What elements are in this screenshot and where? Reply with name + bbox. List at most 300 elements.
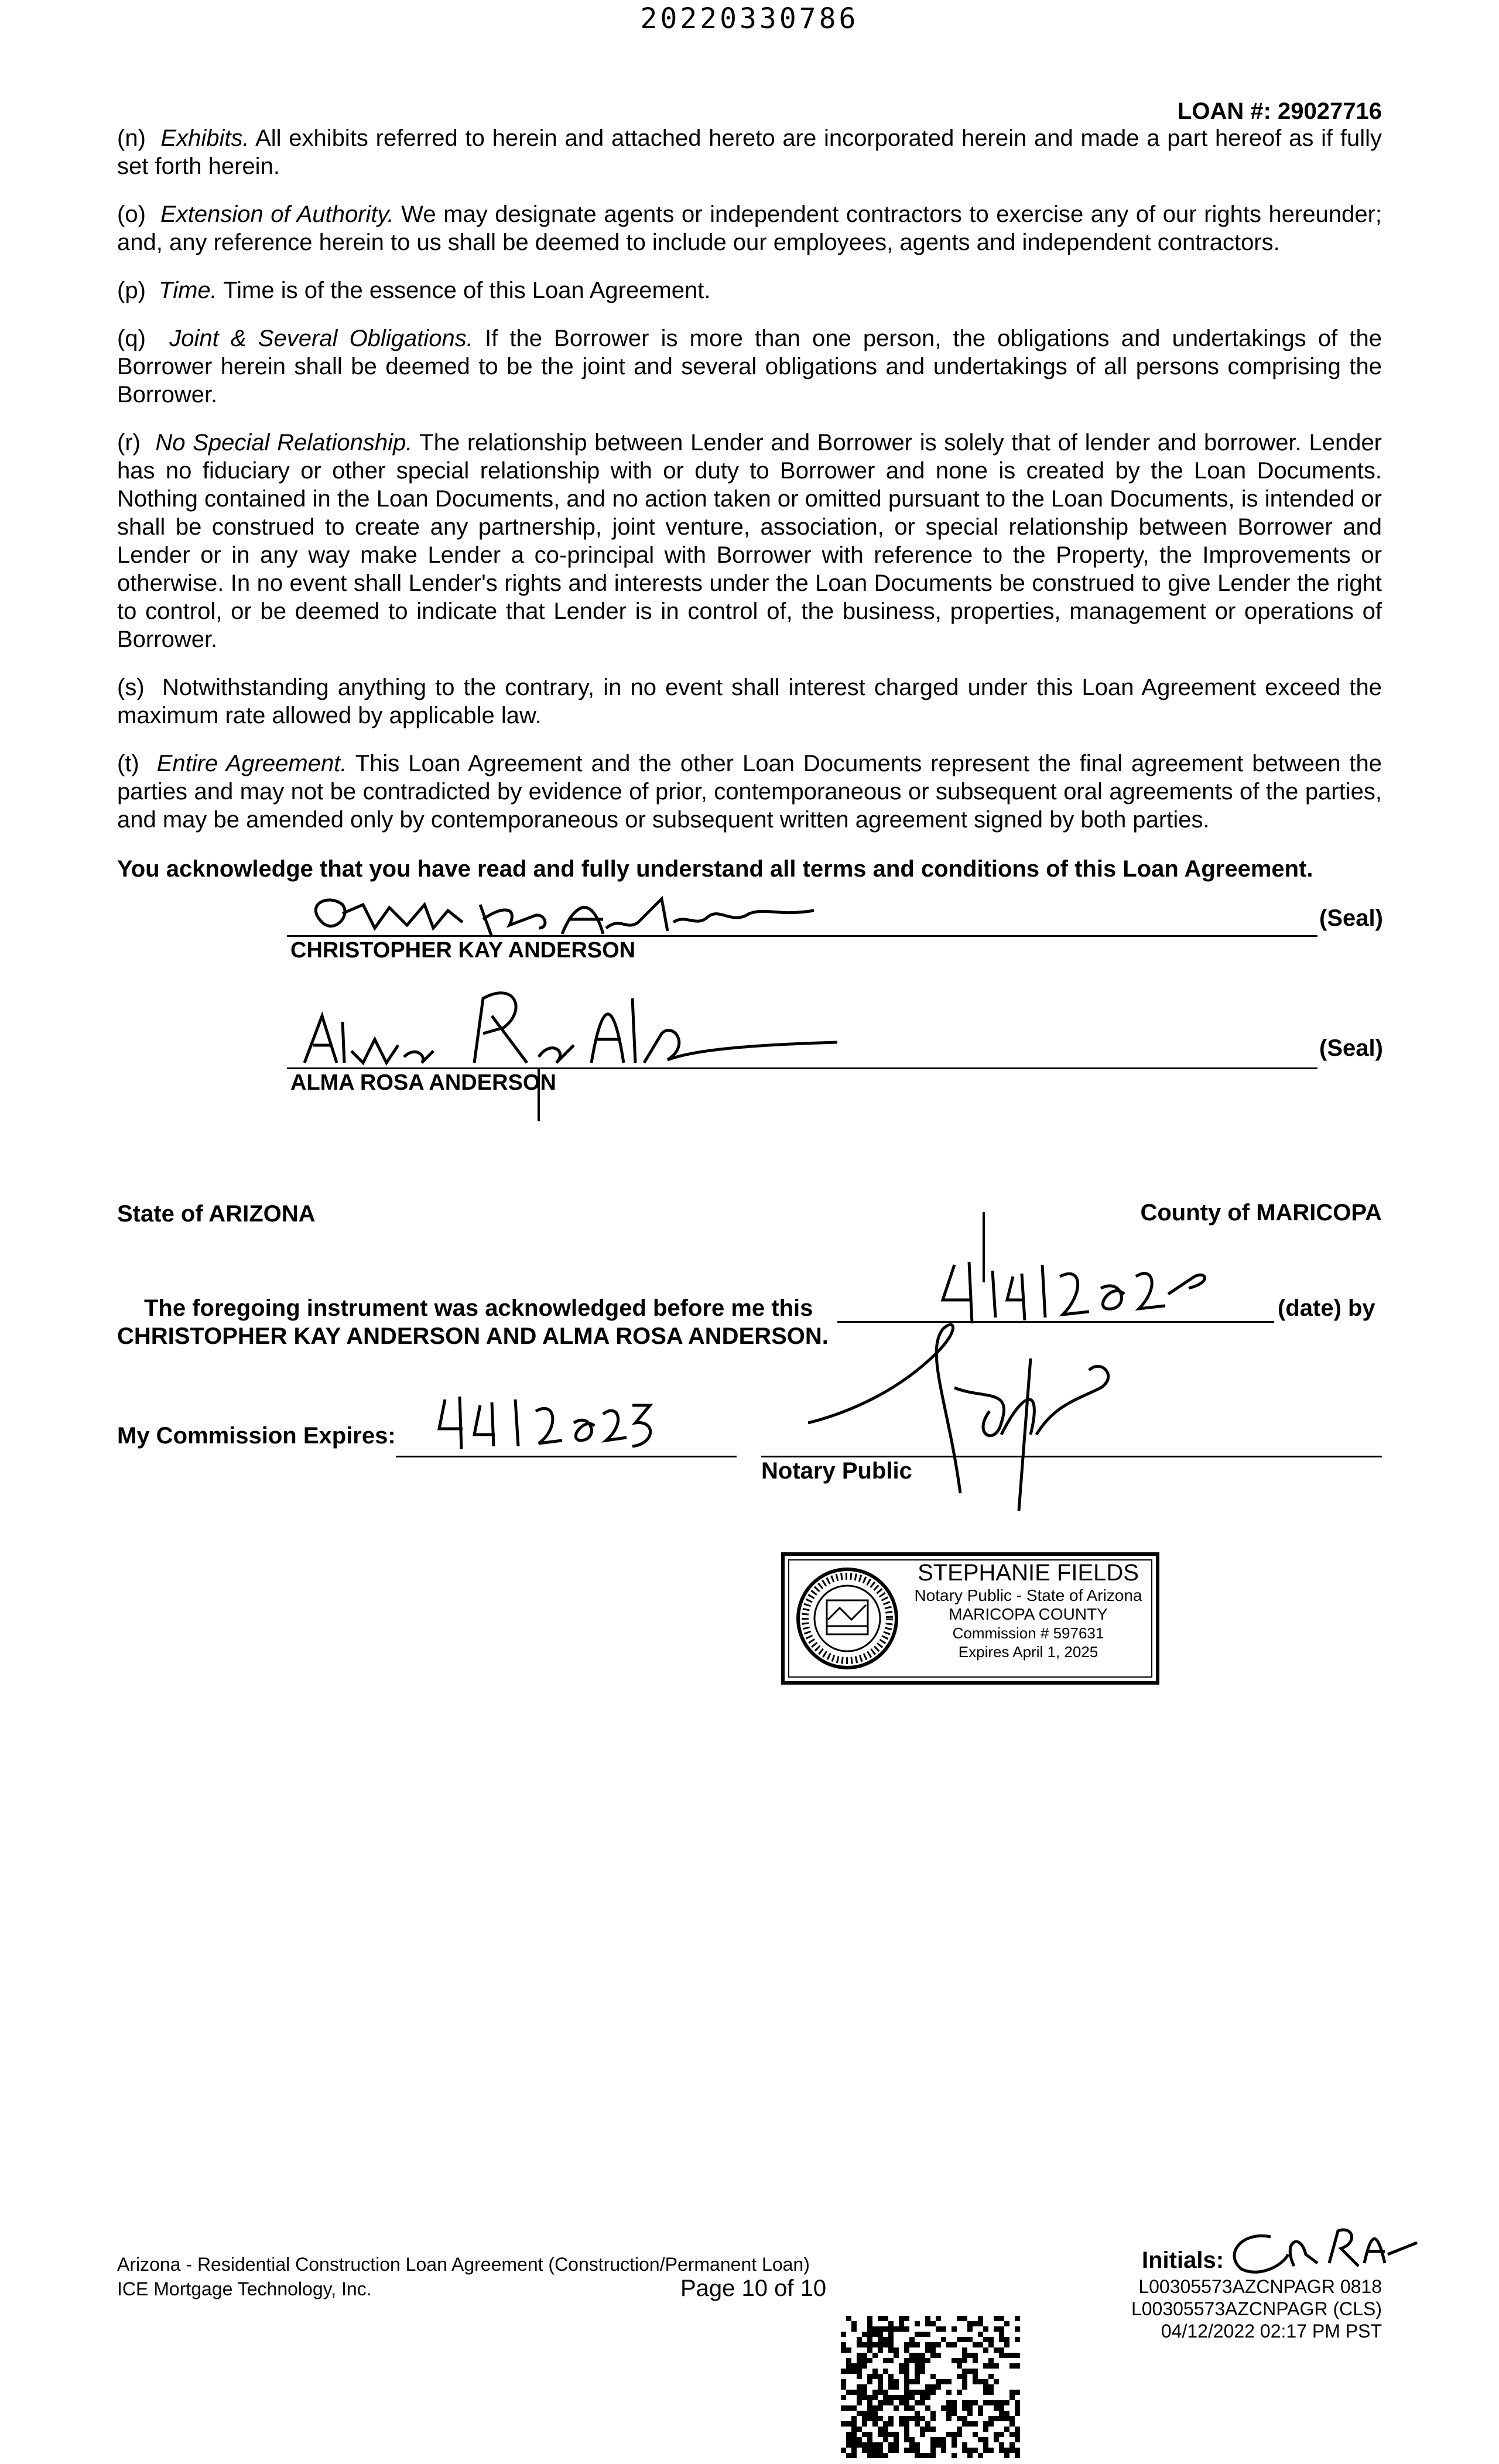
clause-title: No Special Relationship. bbox=[155, 430, 413, 456]
qr-module bbox=[851, 2432, 857, 2437]
qr-module bbox=[904, 2395, 909, 2400]
qr-module bbox=[978, 2321, 983, 2326]
qr-module bbox=[946, 2400, 952, 2405]
qr-module bbox=[883, 2437, 888, 2442]
qr-module bbox=[999, 2326, 1004, 2332]
qr-module bbox=[904, 2358, 909, 2363]
qr-module bbox=[946, 2411, 952, 2416]
qr-module bbox=[915, 2342, 920, 2347]
clause-o bbox=[117, 200, 1382, 256]
qr-module bbox=[936, 2379, 941, 2384]
qr-module bbox=[930, 2347, 936, 2353]
qr-module bbox=[952, 2432, 957, 2437]
qr-module bbox=[973, 2374, 978, 2379]
qr-module bbox=[957, 2363, 962, 2369]
qr-module bbox=[973, 2379, 978, 2384]
qr-module bbox=[915, 2379, 920, 2384]
qr-module bbox=[857, 2411, 862, 2416]
qr-module bbox=[962, 2405, 967, 2411]
qr-module bbox=[925, 2427, 930, 2432]
qr-module bbox=[1004, 2416, 1009, 2421]
qr-module bbox=[872, 2405, 878, 2411]
qr-module bbox=[867, 2437, 872, 2442]
qr-module bbox=[857, 2337, 862, 2342]
qr-module bbox=[862, 2448, 867, 2453]
qr-module bbox=[894, 2379, 899, 2384]
qr-module bbox=[862, 2395, 867, 2400]
qr-module bbox=[978, 2332, 983, 2337]
clause-title: Entire Agreement. bbox=[156, 751, 347, 776]
qr-module bbox=[857, 2384, 862, 2390]
qr-module bbox=[909, 2342, 915, 2347]
qr-module bbox=[952, 2326, 957, 2332]
qr-module bbox=[967, 2353, 973, 2358]
qr-module bbox=[888, 2448, 894, 2453]
qr-module bbox=[862, 2384, 867, 2390]
qr-module bbox=[999, 2347, 1004, 2353]
clause-text: This Loan Agreement and the other Loan Documents represent the final agreement between the parties and may not be contradicted by evidence of prior, contemporaneous or subsequent oral agreements of the parties, and may be amended only by contemporaneous or subsequent written agreement signed by both parties. bbox=[117, 751, 1382, 833]
qr-module bbox=[909, 2337, 915, 2342]
qr-module bbox=[857, 2400, 862, 2405]
clause-title: Exhibits. bbox=[160, 125, 249, 151]
qr-module bbox=[936, 2326, 941, 2332]
qr-module bbox=[846, 2390, 851, 2395]
qr-module bbox=[909, 2395, 915, 2400]
clause-s bbox=[117, 673, 1382, 730]
qr-module bbox=[894, 2432, 899, 2437]
qr-module bbox=[946, 2379, 952, 2384]
qr-module bbox=[1009, 2390, 1015, 2395]
qr-module bbox=[904, 2390, 909, 2395]
qr-module bbox=[967, 2326, 973, 2332]
qr-module bbox=[909, 2405, 915, 2411]
qr-module bbox=[867, 2432, 872, 2437]
qr-module bbox=[883, 2427, 888, 2432]
county-label: County of MARICOPA bbox=[1140, 1200, 1382, 1226]
qr-module bbox=[841, 2347, 846, 2353]
qr-module bbox=[857, 2427, 862, 2432]
qr-module bbox=[888, 2421, 894, 2427]
qr-module bbox=[899, 2321, 904, 2326]
qr-module bbox=[957, 2427, 962, 2432]
qr-module bbox=[915, 2448, 920, 2453]
qr-module bbox=[1015, 2448, 1020, 2453]
qr-module bbox=[973, 2432, 978, 2437]
qr-module bbox=[973, 2321, 978, 2326]
qr-module bbox=[894, 2353, 899, 2358]
qr-module bbox=[878, 2416, 883, 2421]
qr-module bbox=[872, 2411, 878, 2416]
qr-module bbox=[994, 2379, 999, 2384]
qr-module bbox=[909, 2390, 915, 2395]
qr-module bbox=[999, 2353, 1004, 2358]
qr-module bbox=[936, 2316, 941, 2321]
qr-module bbox=[994, 2416, 999, 2421]
qr-module bbox=[988, 2374, 994, 2379]
acknowledgment: You acknowledge that you have read and fully understand all terms and conditions of this Loan Agreement. bbox=[117, 856, 1313, 882]
qr-module bbox=[904, 2363, 909, 2369]
qr-module bbox=[983, 2337, 988, 2342]
qr-module bbox=[967, 2321, 973, 2326]
qr-module bbox=[846, 2421, 851, 2427]
qr-module bbox=[930, 2448, 936, 2453]
qr-module bbox=[867, 2342, 872, 2347]
qr-module bbox=[867, 2316, 872, 2321]
qr-module bbox=[962, 2374, 967, 2379]
qr-module bbox=[1015, 2326, 1020, 2332]
clause-marker: (r) bbox=[117, 430, 141, 456]
qr-module bbox=[862, 2411, 867, 2416]
signer-name: ALMA ROSA ANDERSON bbox=[290, 1070, 556, 1095]
qr-module bbox=[952, 2405, 957, 2411]
qr-module bbox=[878, 2316, 883, 2321]
qr-module bbox=[920, 2390, 925, 2395]
qr-module bbox=[883, 2395, 888, 2400]
clause-marker: (q) bbox=[117, 326, 146, 351]
qr-module bbox=[851, 2442, 857, 2448]
qr-module bbox=[983, 2347, 988, 2353]
qr-module bbox=[857, 2369, 862, 2374]
qr-module bbox=[883, 2358, 888, 2363]
qr-module bbox=[920, 2353, 925, 2358]
qr-module bbox=[973, 2421, 978, 2427]
qr-module bbox=[851, 2453, 857, 2458]
qr-module bbox=[967, 2448, 973, 2453]
qr-module bbox=[952, 2400, 957, 2405]
qr-module bbox=[967, 2421, 973, 2427]
qr-module bbox=[915, 2353, 920, 2358]
qr-module bbox=[867, 2337, 872, 2342]
qr-module bbox=[904, 2374, 909, 2379]
qr-module bbox=[915, 2374, 920, 2379]
qr-module bbox=[941, 2437, 946, 2442]
qr-module bbox=[872, 2374, 878, 2379]
qr-module bbox=[999, 2400, 1004, 2405]
qr-module bbox=[846, 2347, 851, 2353]
qr-module bbox=[1015, 2316, 1020, 2321]
qr-module bbox=[1004, 2342, 1009, 2347]
qr-module bbox=[894, 2347, 899, 2353]
document-title: Arizona - Residential Construction Loan Agreement (Construction/Permanent Loan) bbox=[117, 2254, 810, 2275]
qr-module bbox=[899, 2416, 904, 2421]
qr-module bbox=[988, 2421, 994, 2427]
qr-module bbox=[872, 2326, 878, 2332]
clause-text: Time is of the essence of this Loan Agreement. bbox=[223, 278, 711, 303]
clauses-body bbox=[117, 124, 1382, 883]
qr-module bbox=[1009, 2363, 1015, 2369]
qr-module bbox=[872, 2369, 878, 2374]
qr-module bbox=[857, 2353, 862, 2358]
qr-module bbox=[994, 2437, 999, 2442]
qr-module bbox=[894, 2384, 899, 2390]
qr-module bbox=[925, 2390, 930, 2395]
qr-module bbox=[883, 2316, 888, 2321]
handwritten-signature bbox=[281, 975, 843, 1121]
qr-module bbox=[888, 2379, 894, 2384]
qr-module bbox=[983, 2421, 988, 2427]
qr-module bbox=[904, 2432, 909, 2437]
qr-module bbox=[878, 2432, 883, 2437]
qr-module bbox=[973, 2448, 978, 2453]
qr-module bbox=[983, 2400, 988, 2405]
acknowledging-parties: CHRISTOPHER KAY ANDERSON AND ALMA ROSA ANDERSON. bbox=[117, 1323, 829, 1349]
qr-module bbox=[883, 2369, 888, 2374]
qr-module bbox=[994, 2405, 999, 2411]
qr-module bbox=[930, 2353, 936, 2358]
qr-module bbox=[888, 2332, 894, 2337]
qr-module bbox=[994, 2347, 999, 2353]
qr-module bbox=[1004, 2353, 1009, 2358]
qr-module bbox=[888, 2321, 894, 2326]
qr-module bbox=[957, 2390, 962, 2395]
clause-p bbox=[117, 276, 1382, 304]
qr-module bbox=[841, 2448, 846, 2453]
qr-module bbox=[909, 2379, 915, 2384]
qr-module bbox=[872, 2332, 878, 2337]
qr-module bbox=[962, 2379, 967, 2384]
qr-module bbox=[1004, 2453, 1009, 2458]
qr-module bbox=[878, 2374, 883, 2379]
qr-module bbox=[915, 2453, 920, 2458]
qr-module bbox=[915, 2411, 920, 2416]
qr-module bbox=[878, 2405, 883, 2411]
qr-module bbox=[946, 2390, 952, 2395]
clause-t bbox=[117, 750, 1382, 834]
clause-marker: (n) bbox=[117, 125, 146, 151]
qr-module bbox=[872, 2442, 878, 2448]
qr-module bbox=[862, 2363, 867, 2369]
qr-module bbox=[1015, 2432, 1020, 2437]
qr-module bbox=[1015, 2437, 1020, 2442]
qr-module bbox=[994, 2400, 999, 2405]
qr-module bbox=[915, 2442, 920, 2448]
qr-module bbox=[941, 2448, 946, 2453]
qr-module bbox=[999, 2416, 1004, 2421]
state-label: State of ARIZONA bbox=[117, 1201, 316, 1227]
qr-module bbox=[909, 2442, 915, 2448]
stamp-name: STEPHANIE FIELDS bbox=[918, 1560, 1139, 1586]
qr-module bbox=[952, 2453, 957, 2458]
qr-module bbox=[857, 2395, 862, 2400]
qr-module bbox=[962, 2384, 967, 2390]
qr-module bbox=[999, 2337, 1004, 2342]
qr-module bbox=[988, 2448, 994, 2453]
qr-module bbox=[988, 2363, 994, 2369]
clause-marker: (p) bbox=[117, 278, 146, 303]
qr-module bbox=[962, 2448, 967, 2453]
qr-module bbox=[888, 2442, 894, 2448]
qr-module bbox=[920, 2358, 925, 2363]
signature-line bbox=[287, 1067, 1317, 1069]
qr-module bbox=[920, 2363, 925, 2369]
qr-module bbox=[872, 2395, 878, 2400]
qr-module bbox=[872, 2416, 878, 2421]
qr-module bbox=[846, 2358, 851, 2363]
qr-module bbox=[915, 2400, 920, 2405]
qr-module bbox=[962, 2337, 967, 2342]
qr-module bbox=[872, 2353, 878, 2358]
qr-module bbox=[904, 2400, 909, 2405]
stamp-text bbox=[905, 1559, 1151, 1661]
qr-module bbox=[978, 2342, 983, 2347]
qr-module bbox=[967, 2369, 973, 2374]
qr-module bbox=[904, 2384, 909, 2390]
clause-text: All exhibits referred to herein and attached hereto are incorporated herein and made a part hereof as if fully set forth herein. bbox=[117, 125, 1382, 179]
qr-module bbox=[1015, 2427, 1020, 2432]
qr-module bbox=[925, 2358, 930, 2363]
qr-module bbox=[878, 2448, 883, 2453]
qr-module bbox=[983, 2437, 988, 2442]
qr-module bbox=[930, 2374, 936, 2379]
qr-module bbox=[930, 2384, 936, 2390]
qr-module bbox=[846, 2453, 851, 2458]
qr-module bbox=[994, 2432, 999, 2437]
qr-module bbox=[999, 2448, 1004, 2453]
qr-module bbox=[862, 2421, 867, 2427]
qr-module bbox=[994, 2363, 999, 2369]
qr-module bbox=[1015, 2400, 1020, 2405]
qr-module bbox=[883, 2453, 888, 2458]
qr-module bbox=[941, 2337, 946, 2342]
qr-module bbox=[920, 2400, 925, 2405]
qr-module bbox=[888, 2358, 894, 2363]
qr-module bbox=[915, 2390, 920, 2395]
qr-module bbox=[1009, 2416, 1015, 2421]
qr-module bbox=[925, 2384, 930, 2390]
company-name: ICE Mortgage Technology, Inc. bbox=[117, 2278, 372, 2299]
qr-module bbox=[915, 2332, 920, 2337]
qr-module bbox=[1009, 2448, 1015, 2453]
qr-module bbox=[867, 2416, 872, 2421]
qr-module bbox=[841, 2405, 846, 2411]
qr-module bbox=[904, 2326, 909, 2332]
qr-module bbox=[872, 2421, 878, 2427]
initials-label: Initials: bbox=[1142, 2247, 1224, 2273]
qr-module bbox=[878, 2337, 883, 2342]
qr-module bbox=[999, 2405, 1004, 2411]
qr-module bbox=[925, 2342, 930, 2347]
qr-module bbox=[846, 2363, 851, 2369]
qr-module bbox=[841, 2332, 846, 2337]
qr-module bbox=[862, 2342, 867, 2347]
qr-module bbox=[999, 2442, 1004, 2448]
qr-module bbox=[983, 2442, 988, 2448]
qr-module bbox=[888, 2374, 894, 2379]
qr-module bbox=[925, 2405, 930, 2411]
qr-module bbox=[1015, 2405, 1020, 2411]
qr-module bbox=[920, 2453, 925, 2458]
qr-module bbox=[867, 2379, 872, 2384]
qr-module bbox=[957, 2358, 962, 2363]
qr-module bbox=[1004, 2427, 1009, 2432]
qr-module bbox=[941, 2379, 946, 2384]
qr-module bbox=[1004, 2411, 1009, 2416]
qr-module bbox=[930, 2321, 936, 2326]
qr-module bbox=[957, 2432, 962, 2437]
qr-module bbox=[851, 2421, 857, 2427]
qr-module bbox=[925, 2347, 930, 2353]
qr-module bbox=[899, 2316, 904, 2321]
qr-module bbox=[872, 2453, 878, 2458]
qr-module bbox=[936, 2384, 941, 2390]
qr-module bbox=[888, 2432, 894, 2437]
qr-module bbox=[846, 2405, 851, 2411]
qr-module bbox=[904, 2342, 909, 2347]
qr-module bbox=[920, 2332, 925, 2337]
stamp-line: Notary Public - State of Arizona bbox=[914, 1586, 1142, 1604]
clause-q bbox=[117, 324, 1382, 409]
qr-module bbox=[904, 2421, 909, 2427]
qr-module bbox=[941, 2326, 946, 2332]
qr-module bbox=[867, 2374, 872, 2379]
qr-module bbox=[988, 2342, 994, 2347]
qr-module bbox=[851, 2390, 857, 2395]
seal-label: (Seal) bbox=[1319, 1035, 1383, 1061]
qr-module bbox=[851, 2416, 857, 2421]
qr-module bbox=[851, 2448, 857, 2453]
qr-module bbox=[967, 2405, 973, 2411]
qr-module bbox=[878, 2379, 883, 2384]
qr-module bbox=[878, 2427, 883, 2432]
qr-module bbox=[904, 2448, 909, 2453]
qr-module bbox=[878, 2347, 883, 2353]
notary-stamp bbox=[781, 1552, 1159, 1685]
footer-right bbox=[1131, 2275, 1382, 2342]
qr-module bbox=[878, 2400, 883, 2405]
qr-module bbox=[1015, 2337, 1020, 2342]
qr-module bbox=[878, 2326, 883, 2332]
qr-module bbox=[909, 2358, 915, 2363]
clause-marker: (s) bbox=[117, 675, 145, 700]
qr-module bbox=[1004, 2337, 1009, 2342]
qr-module bbox=[888, 2342, 894, 2347]
qr-module bbox=[851, 2321, 857, 2326]
qr-module bbox=[941, 2442, 946, 2448]
clause-text: Notwithstanding anything to the contrary, in no event shall interest charged under this Loan Agreement exceed the maximum rate allowed by applicable law. bbox=[117, 675, 1382, 728]
qr-module bbox=[894, 2326, 899, 2332]
qr-module bbox=[925, 2395, 930, 2400]
timestamp: 04/12/2022 02:17 PM PST bbox=[1161, 2321, 1382, 2342]
qr-module bbox=[983, 2326, 988, 2332]
qr-module bbox=[846, 2316, 851, 2321]
qr-module bbox=[851, 2427, 857, 2432]
commission-label: My Commission Expires: bbox=[117, 1423, 396, 1449]
qr-module bbox=[988, 2416, 994, 2421]
qr-module bbox=[1015, 2353, 1020, 2358]
qr-module bbox=[888, 2384, 894, 2390]
qr-module bbox=[888, 2347, 894, 2353]
qr-module bbox=[862, 2390, 867, 2395]
qr-module bbox=[978, 2411, 983, 2416]
qr-module bbox=[946, 2432, 952, 2437]
qr-module bbox=[904, 2369, 909, 2374]
qr-module bbox=[883, 2421, 888, 2427]
qr-module bbox=[999, 2432, 1004, 2437]
qr-module bbox=[915, 2421, 920, 2427]
qr-module bbox=[904, 2437, 909, 2442]
qr-module bbox=[925, 2332, 930, 2337]
qr-module bbox=[988, 2400, 994, 2405]
qr-module bbox=[846, 2369, 851, 2374]
document-code: L00305573AZCNPAGR (CLS) bbox=[1131, 2298, 1382, 2319]
qr-module bbox=[862, 2442, 867, 2448]
qr-module bbox=[962, 2353, 967, 2358]
qr-module bbox=[1009, 2421, 1015, 2427]
qr-module bbox=[899, 2369, 904, 2374]
qr-module bbox=[936, 2442, 941, 2448]
qr-module bbox=[1009, 2395, 1015, 2400]
qr-module bbox=[962, 2416, 967, 2421]
